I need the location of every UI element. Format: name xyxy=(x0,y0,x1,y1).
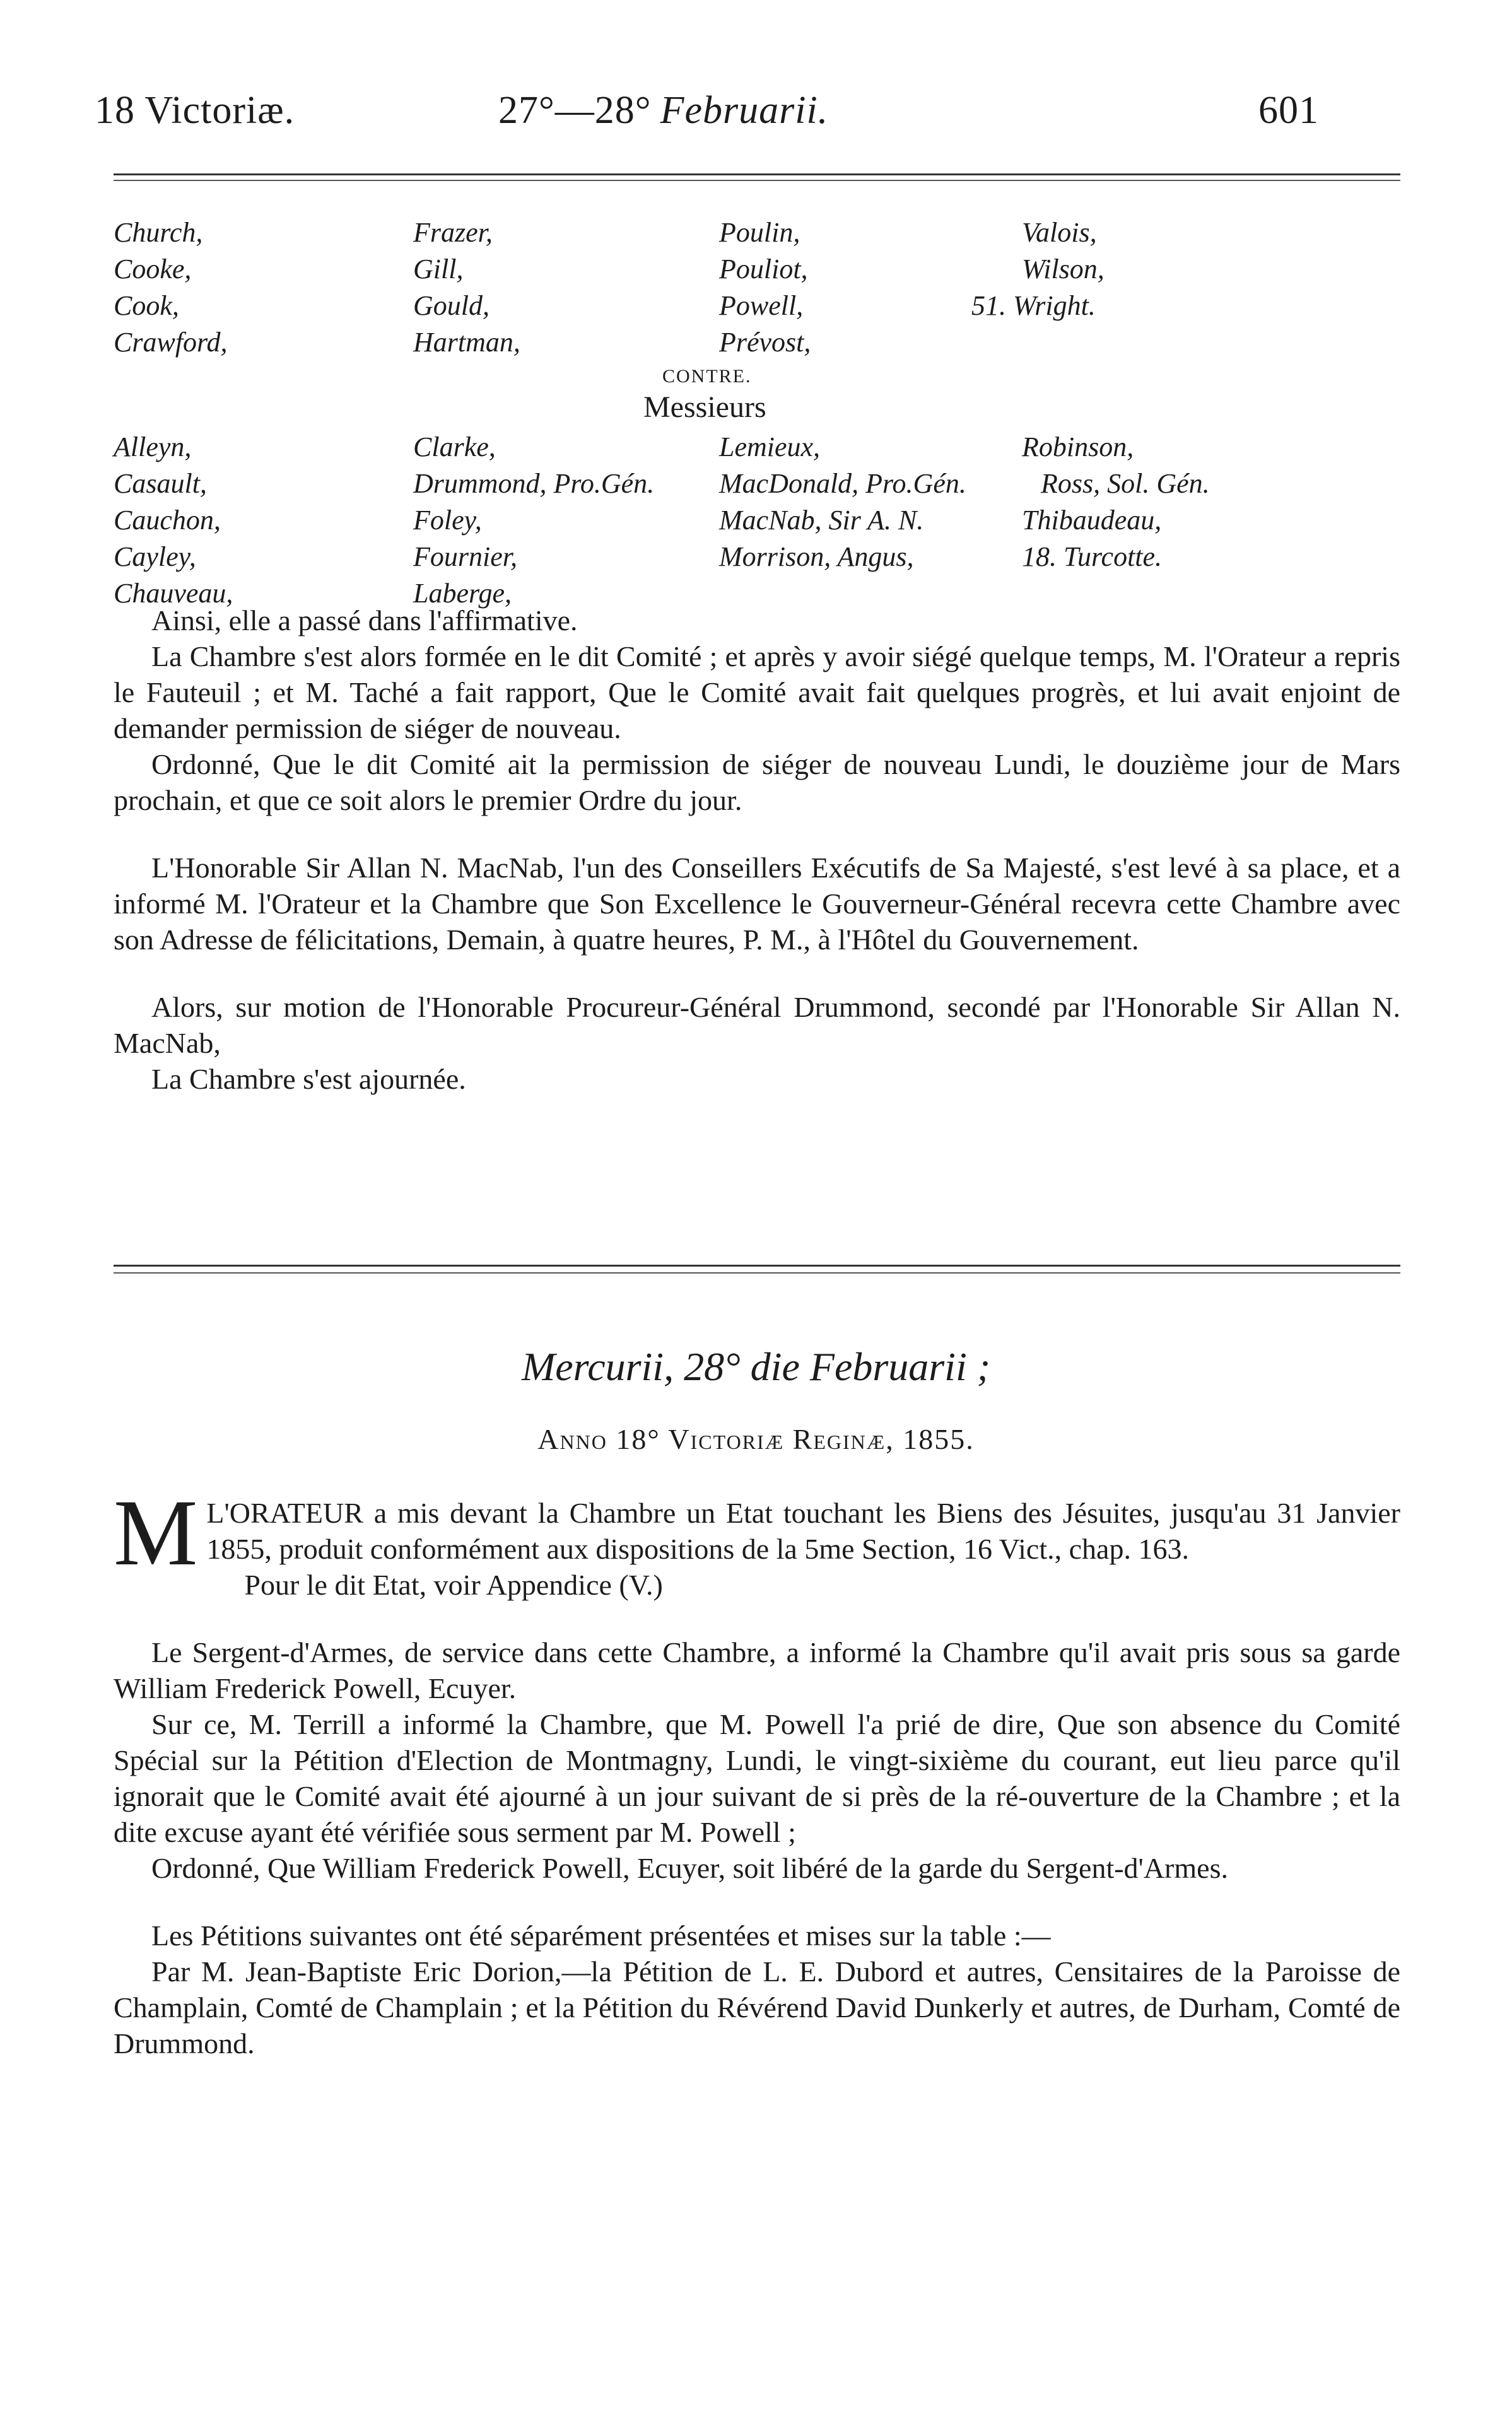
name-cell: MacDonald, Pro.Gén. xyxy=(719,468,966,499)
name-cell: Cauchon, xyxy=(114,505,221,536)
section-rule xyxy=(114,1265,1400,1267)
name-cell: Thibaudeau, xyxy=(1022,505,1162,536)
running-head-center xyxy=(498,88,828,133)
name-cell: Clarke, xyxy=(413,431,496,462)
name-cell: Cooke, xyxy=(114,254,192,284)
name-cell: Pouliot, xyxy=(719,254,808,284)
name-cell: Casault, xyxy=(114,468,207,499)
name-cell: Prévost, xyxy=(719,327,811,358)
name-cell: Foley, xyxy=(413,505,482,536)
page-number: 601 xyxy=(1258,89,1319,132)
name-cell: Robinson, xyxy=(1022,431,1134,462)
contre-names-list xyxy=(114,429,1312,612)
name-cell: Powell, xyxy=(719,290,804,321)
header-rule-thin xyxy=(114,180,1400,181)
name-cell: MacNab, Sir A. N. xyxy=(719,505,924,536)
name-cell: Gill, xyxy=(413,254,464,284)
name-cell: Ross, Sol. Gén. xyxy=(1041,468,1210,499)
name-cell: Lemieux, xyxy=(719,431,821,462)
paragraph-pour: Pour le dit Etat, voir Appendice (V.) xyxy=(244,1569,663,1601)
proceedings-block-2 xyxy=(114,1480,1400,2061)
names-row xyxy=(114,324,1312,361)
section-title: Mercurii, 28° die Februarii ; xyxy=(521,1344,991,1389)
paragraph-ordonne-1: Ordonné, Que le dit Comité ait la permission de siéger de nouveau Lundi, le douzième jour de Mars prochain, et que ce soit alors le premier Ordre du jour. xyxy=(114,748,1400,816)
name-cell: Crawford, xyxy=(114,327,228,358)
name-cell: Poulin, xyxy=(719,217,800,248)
name-cell: Drummond, Pro.Gén. xyxy=(413,468,655,499)
running-head-left: 18 Victoriæ. xyxy=(95,89,295,132)
name-cell: 18. Turcotte. xyxy=(1022,541,1163,572)
name-cell: Cayley, xyxy=(114,541,196,572)
name-cell: Hartman, xyxy=(413,327,520,358)
names-row xyxy=(114,466,1312,502)
contre-label: CONTRE. xyxy=(662,366,752,387)
name-cell: 51. Wright. xyxy=(971,290,1096,321)
paragraph-chambre: La Chambre s'est alors formée en le dit Comité ; et après y avoir siégé quelque temps, M. l'Orateur a repris le Fauteuil ; et M. Taché a fait rapport, Que le Comité avait fait quelques progrès, et lui avait enjoint de demander permission de siéger de nouveau. xyxy=(114,640,1400,744)
paragraph-orateur-text: L'ORATEUR a mis devant la Chambre un Etat touchant les Biens des Jésuites, jusqu'au 31 Janvier 1855, produit conformément aux dispositions de la 5me Section, 16 Vict., chap. 163. xyxy=(206,1497,1400,1565)
running-head-month: Februarii. xyxy=(660,89,829,132)
header-rule xyxy=(114,173,1400,175)
name-cell: Wilson, xyxy=(1022,254,1105,284)
names-row xyxy=(114,429,1312,466)
names-row xyxy=(114,251,1312,288)
pour-names-list xyxy=(114,214,1312,361)
name-cell: Chauveau, xyxy=(114,578,233,609)
messieurs-label: Messieurs xyxy=(643,390,766,424)
section-subtitle: Anno 18° Victoriæ Reginæ, 1855. xyxy=(537,1423,975,1455)
name-cell: Alleyn, xyxy=(114,431,192,462)
name-cell: Church, xyxy=(114,217,203,248)
names-row xyxy=(114,502,1312,539)
paragraph-ordonne-2: Ordonné, Que William Frederick Powell, Ecuyer, soit libéré de la garde du Sergent-d'Armes. xyxy=(151,1852,1228,1884)
names-row xyxy=(114,288,1312,324)
paragraph-sergent: Le Sergent-d'Armes, de service dans cette Chambre, a informé la Chambre qu'il avait pris sous sa garde William Frederick Powell, Ecuyer. xyxy=(114,1636,1400,1704)
names-row xyxy=(114,214,1312,251)
name-cell: Morrison, Angus, xyxy=(719,541,914,572)
paragraph-alors: Alors, sur motion de l'Honorable Procureur-Général Drummond, secondé par l'Honorable Sir Allan N. MacNab, xyxy=(114,991,1400,1059)
paragraph-macnab: L'Honorable Sir Allan N. MacNab, l'un des Conseillers Exécutifs de Sa Majesté, s'est levé à sa place, et a informé M. l'Orateur et la Chambre que Son Excellence le Gouverneur-Général recevra cette Chambre avec son Adresse de félicitations, Demain, à quatre heures, P. M., à l'Hôtel du Gouvernement. xyxy=(114,852,1400,956)
name-cell: Laberge, xyxy=(413,578,512,609)
name-cell: Gould, xyxy=(413,290,489,321)
paragraph-ainsi: Ainsi, elle a passé dans l'affirmative. xyxy=(151,604,578,636)
names-row xyxy=(114,539,1312,575)
name-cell: Frazer, xyxy=(413,217,493,248)
paragraph-terrill: Sur ce, M. Terrill a informé la Chambre, que M. Powell l'a prié de dire, Que son absence du Comité Spécial sur la Pétition d'Election de Montmagny, Lundi, le vingt-sixième du courant, eut lieu parce qu'il ignorait que le Comité avait été ajourné à un jour suivant de si près de la ré-ouverture de la Chambre ; et la dite excuse ayant été vérifiée sous serment par M. Powell ; xyxy=(114,1708,1400,1848)
name-cell: Fournier, xyxy=(413,541,517,572)
paragraph-petitions: Les Pétitions suivantes ont été séparément présentées et mises sur la table :— xyxy=(151,1919,1051,1952)
paragraph-dorion: Par M. Jean-Baptiste Eric Dorion,—la Pétition de L. E. Dubord et autres, Censitaires de la Paroisse de Champlain, Comté de Champlain ; et la Pétition du Révérend David Dunkerly et autres, de Durham, Comté de Drummond. xyxy=(114,1955,1400,2060)
paragraph-ajournee: La Chambre s'est ajournée. xyxy=(151,1063,466,1095)
section-rule-thin xyxy=(114,1272,1400,1274)
drop-cap: M xyxy=(114,1480,198,1585)
proceedings-block-1 xyxy=(114,602,1400,1097)
name-cell: Cook, xyxy=(114,290,179,321)
name-cell: Valois, xyxy=(1022,217,1097,248)
running-head-dates: 27°—28° xyxy=(498,89,652,132)
